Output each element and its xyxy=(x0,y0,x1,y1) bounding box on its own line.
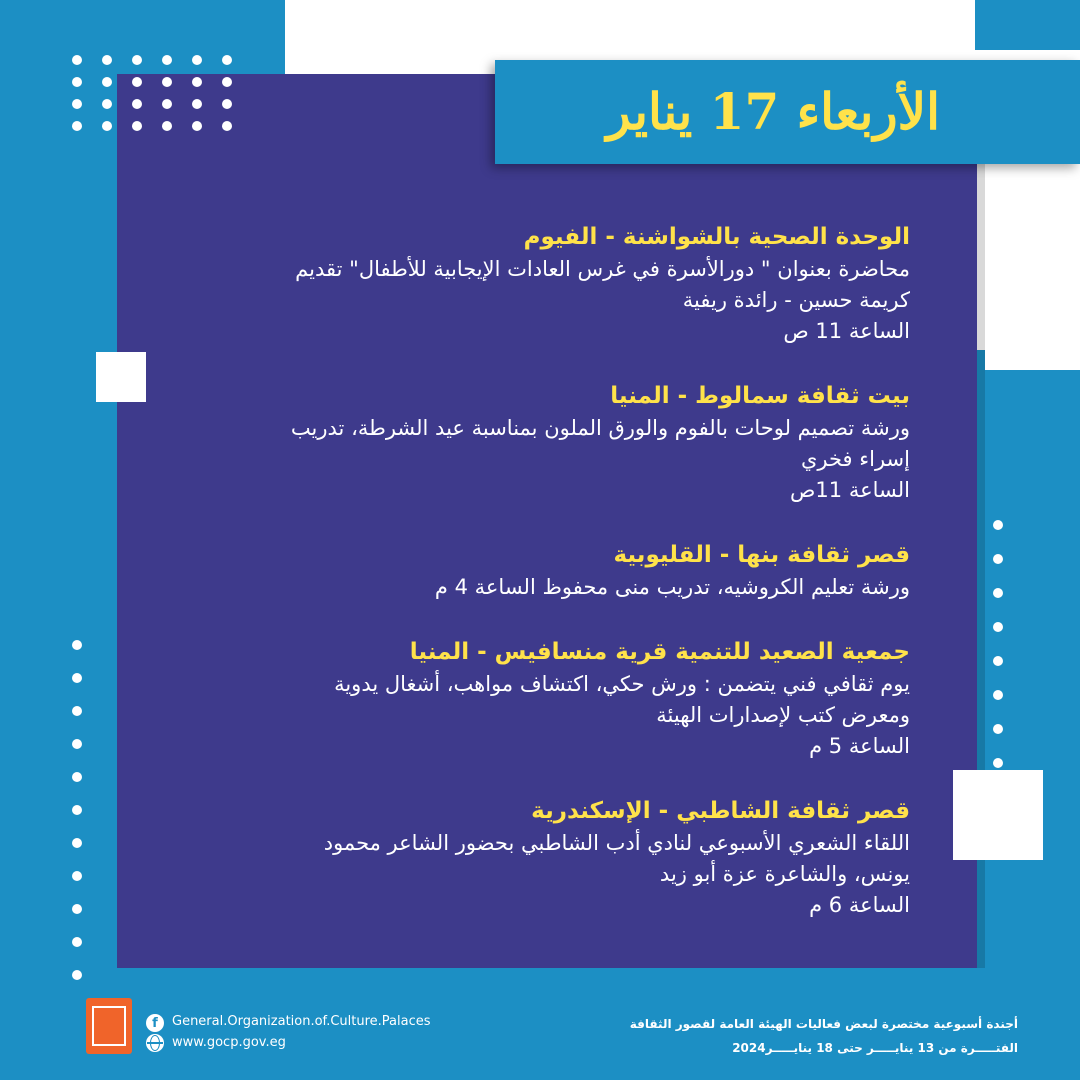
website-link[interactable]: www.gocp.gov.eg xyxy=(172,1035,286,1050)
list-item xyxy=(150,379,910,506)
event-time: الساعة 6 م xyxy=(809,893,910,917)
agenda-title: أجندة أسبوعية مختصرة لبعض فعاليات الهيئة العامة لقصور الثقافة xyxy=(629,1017,1018,1031)
facebook-link[interactable]: General.Organization.of.Culture.Palaces xyxy=(172,1014,431,1029)
event-venue: بيت ثقافة سمالوط - المنيا xyxy=(610,383,910,409)
event-description: محاضرة بعنوان " دورالأسرة في غرس العادات الإيجابية للأطفال" تقديم كريمة حسين - رائدة ريفية xyxy=(295,257,910,312)
event-venue: الوحدة الصحية بالشواشنة - الفيوم xyxy=(523,224,910,250)
event-time: الساعة 11 ص xyxy=(783,319,910,343)
dot-column-right xyxy=(993,520,1003,768)
list-item xyxy=(150,538,910,603)
event-description: ورشة تصميم لوحات بالفوم والورق الملون بمناسبة عيد الشرطة، تدريب إسراء فخري xyxy=(290,416,910,471)
event-time: الساعة 11ص xyxy=(790,478,910,502)
event-venue: جمعية الصعيد للتنمية قرية منسافيس - المنيا xyxy=(409,639,910,665)
event-description: يوم ثقافي فني يتضمن : ورش حكي، اكتشاف مواهب، أشغال يدوية ومعرض كتب لإصدارات الهيئة xyxy=(334,672,910,727)
dot-grid-top-left xyxy=(72,55,232,131)
dot-column-left xyxy=(72,640,82,980)
white-square-left xyxy=(96,352,146,402)
globe-icon xyxy=(146,1034,164,1052)
blue-corner-block xyxy=(975,0,1080,50)
event-description: ورشة تعليم الكروشيه، تدريب منى محفوظ الساعة 4 م xyxy=(434,575,910,599)
list-item xyxy=(150,220,910,347)
page-title: الأربعاء 17 يناير xyxy=(606,82,940,141)
white-right-block xyxy=(985,165,1080,370)
agenda-period: الفتـــــرة من 13 ينايـــــر حتى 18 ينايـــــر2024 xyxy=(732,1041,1018,1055)
logo-mark xyxy=(92,1006,126,1046)
white-square-right xyxy=(953,770,1043,860)
list-item xyxy=(150,635,910,762)
event-venue: قصر ثقافة الشاطبي - الإسكندرية xyxy=(531,798,910,824)
event-venue: قصر ثقافة بنها - القليوبية xyxy=(613,542,910,568)
footer-info xyxy=(600,1012,1018,1060)
event-description: اللقاء الشعري الأسبوعي لنادي أدب الشاطبي بحضور الشاعر محمود يونس، والشاعرة عزة أبو زيد xyxy=(323,831,910,886)
facebook-icon[interactable]: f xyxy=(146,1014,164,1032)
event-time: الساعة 5 م xyxy=(809,734,910,758)
events-list xyxy=(150,220,910,953)
list-item xyxy=(150,794,910,921)
